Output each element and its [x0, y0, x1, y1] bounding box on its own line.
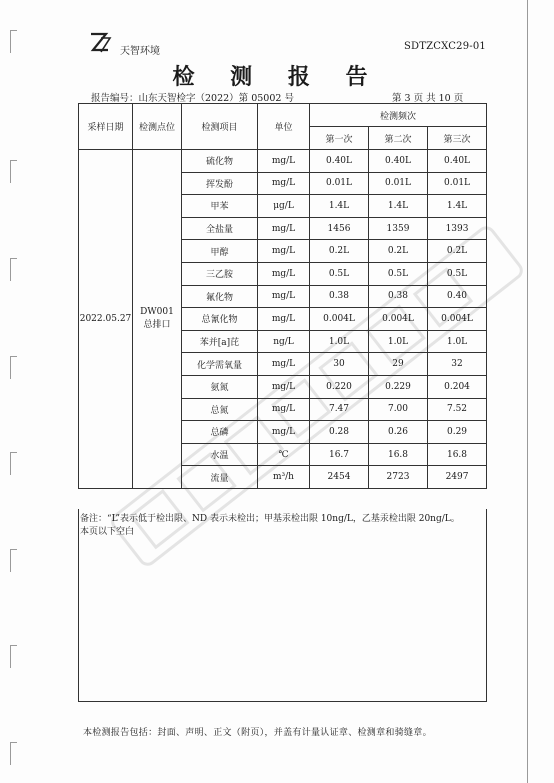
unit-cell: mg/L: [258, 285, 310, 308]
unit-cell: ng/L: [258, 330, 310, 353]
item-cell: 总磷: [182, 421, 258, 444]
value-cell: 0.2L: [310, 240, 369, 263]
value-cell: 0.5L: [369, 262, 428, 285]
item-cell: 苯并[a]芘: [182, 330, 258, 353]
value-cell: 7.00: [369, 398, 428, 421]
notes-line: 备注：“L”表示低于检出限、ND 表示未检出；甲基汞检出限 10ng/L，乙基汞检出限 20ng/L。: [80, 514, 460, 524]
value-cell: 16.7: [310, 443, 369, 466]
item-cell: 总氮: [182, 398, 258, 421]
header-run-2: 第二次: [369, 127, 428, 150]
page-info: 第 3 页 共 10 页: [392, 93, 464, 104]
value-cell: 0.004L: [310, 308, 369, 331]
header-run-1: 第一次: [310, 127, 369, 150]
item-cell: 氟化物: [182, 285, 258, 308]
company-name: 天智环境: [120, 46, 160, 57]
unit-cell: mg/L: [258, 421, 310, 444]
value-cell: 1.4L: [310, 195, 369, 218]
value-cell: 7.47: [310, 398, 369, 421]
page-title: 检 测 报 告: [172, 65, 382, 90]
value-cell: 0.204: [428, 375, 487, 398]
value-cell: 7.52: [428, 398, 487, 421]
value-cell: 0.01L: [369, 172, 428, 195]
item-cell: 甲苯: [182, 195, 258, 218]
document-code: SDTZCXC29-01: [404, 41, 486, 52]
binding-mark: [10, 645, 17, 668]
item-cell: 三乙胺: [182, 262, 258, 285]
results-table: [78, 103, 487, 489]
header-sampling-date: 采样日期: [79, 104, 133, 150]
binding-mark: [10, 549, 17, 572]
header-run-3: 第三次: [428, 127, 487, 150]
value-cell: 0.40: [428, 285, 487, 308]
value-cell: 0.40L: [428, 150, 487, 173]
item-cell: 挥发酚: [182, 172, 258, 195]
value-cell: 2723: [369, 466, 428, 489]
unit-cell: mg/L: [258, 240, 310, 263]
value-cell: 0.28: [310, 421, 369, 444]
notes: [80, 513, 480, 539]
item-cell: 全盐量: [182, 217, 258, 240]
item-cell: 总氰化物: [182, 308, 258, 331]
value-cell: 0.38: [310, 285, 369, 308]
header-frequency: 检测频次: [310, 104, 487, 127]
value-cell: 0.40L: [369, 150, 428, 173]
table-row: [79, 150, 487, 173]
point-name: 总排口: [143, 320, 171, 331]
company-logo-icon: [88, 30, 114, 56]
sampling-date: 2022.05.27: [79, 150, 133, 489]
unit-cell: ℃: [258, 443, 310, 466]
value-cell: 0.40L: [310, 150, 369, 173]
binding-mark: [10, 356, 17, 379]
binding-mark: [10, 742, 17, 765]
item-cell: 甲醇: [182, 240, 258, 263]
item-cell: 流量: [182, 466, 258, 489]
item-cell: 氨氮: [182, 375, 258, 398]
unit-cell: mg/L: [258, 262, 310, 285]
point-code: DW001: [140, 307, 174, 318]
binding-mark: [10, 452, 17, 475]
unit-cell: mg/L: [258, 353, 310, 376]
binding-mark: [10, 160, 17, 183]
value-cell: 0.5L: [428, 262, 487, 285]
value-cell: 0.2L: [369, 240, 428, 263]
unit-cell: m³/h: [258, 466, 310, 489]
value-cell: 0.26: [369, 421, 428, 444]
value-cell: 32: [428, 353, 487, 376]
value-cell: 1456: [310, 217, 369, 240]
value-cell: 0.01L: [428, 172, 487, 195]
value-cell: 16.8: [428, 443, 487, 466]
value-cell: 1.0L: [369, 330, 428, 353]
value-cell: 0.004L: [428, 308, 487, 331]
binding-mark: [10, 30, 17, 53]
value-cell: 2497: [428, 466, 487, 489]
header-sampling-point: 检测点位: [133, 104, 182, 150]
value-cell: 1.0L: [428, 330, 487, 353]
value-cell: 0.004L: [369, 308, 428, 331]
value-cell: 1.0L: [310, 330, 369, 353]
unit-cell: mg/L: [258, 172, 310, 195]
header-test-item: 检测项目: [182, 104, 258, 150]
binding-mark: [10, 258, 17, 281]
value-cell: 0.2L: [428, 240, 487, 263]
item-cell: 化学需氧量: [182, 353, 258, 376]
item-cell: 硫化物: [182, 150, 258, 173]
unit-cell: mg/L: [258, 398, 310, 421]
value-cell: 29: [369, 353, 428, 376]
unit-cell: mg/L: [258, 375, 310, 398]
value-cell: 0.5L: [310, 262, 369, 285]
notes-blank-line: 本页以下空白: [80, 527, 135, 537]
report-number: 报告编号：山东天智检字（2022）第 05002 号: [91, 93, 294, 104]
unit-cell: μg/L: [258, 195, 310, 218]
value-cell: 0.229: [369, 375, 428, 398]
value-cell: 1.4L: [428, 195, 487, 218]
value-cell: 1393: [428, 217, 487, 240]
value-cell: 1.4L: [369, 195, 428, 218]
value-cell: 16.8: [369, 443, 428, 466]
value-cell: 30: [310, 353, 369, 376]
sampling-point: [133, 150, 182, 489]
header-unit: 单位: [258, 104, 310, 150]
unit-cell: mg/L: [258, 217, 310, 240]
value-cell: 0.220: [310, 375, 369, 398]
value-cell: 0.29: [428, 421, 487, 444]
unit-cell: mg/L: [258, 308, 310, 331]
item-cell: 水温: [182, 443, 258, 466]
footer-statement: 本检测报告包括：封面、声明、正文（附页），并盖有计量认证章、检测章和骑缝章。: [83, 728, 432, 738]
unit-cell: mg/L: [258, 150, 310, 173]
value-cell: 0.01L: [310, 172, 369, 195]
value-cell: 2454: [310, 466, 369, 489]
value-cell: 1359: [369, 217, 428, 240]
value-cell: 0.38: [369, 285, 428, 308]
binding-line: [527, 0, 528, 783]
